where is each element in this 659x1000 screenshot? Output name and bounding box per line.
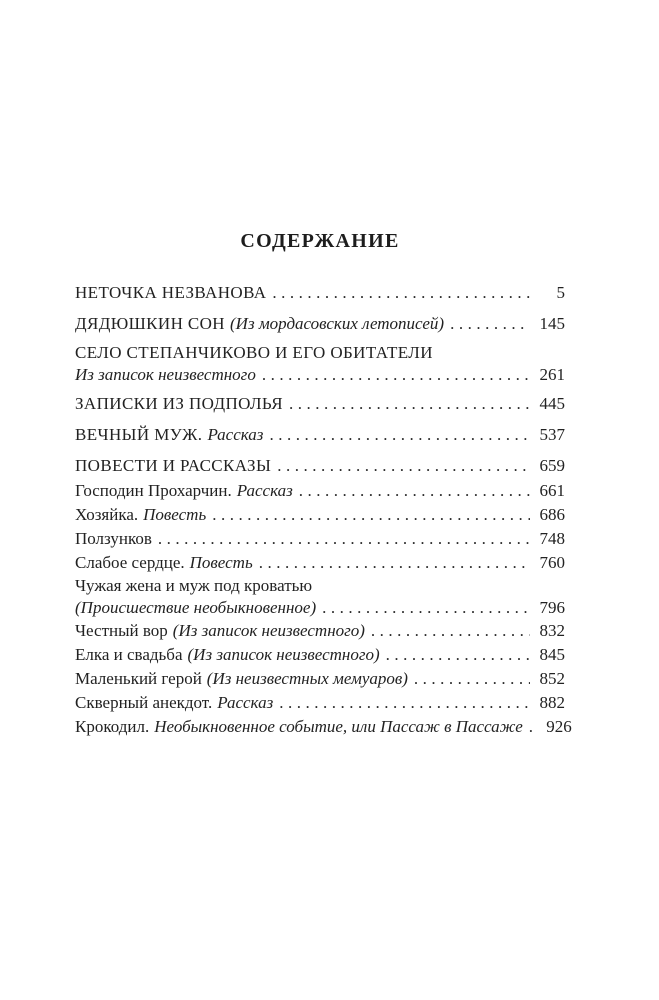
dot-leader xyxy=(158,527,530,551)
toc-entry-title: Слабое сердце. xyxy=(75,553,185,572)
dot-leader xyxy=(299,479,530,503)
toc-entry-row xyxy=(75,643,565,667)
toc-entry-row xyxy=(75,280,565,306)
toc-entry xyxy=(75,391,565,417)
toc-entry-row xyxy=(75,479,565,503)
toc-entry-row xyxy=(75,691,565,715)
dot-leader xyxy=(322,597,530,619)
toc-entry-page: 796 xyxy=(539,598,565,617)
dot-leader xyxy=(212,503,530,527)
page-title: СОДЕРЖАНИЕ xyxy=(240,230,400,252)
toc-entry-page: 845 xyxy=(539,645,565,664)
toc-entry-page: 760 xyxy=(539,553,565,572)
toc-entry-row xyxy=(75,575,565,597)
toc-entry-title: Маленький герой xyxy=(75,669,202,688)
toc-entry-subtitle: (Из записок неизвестного) xyxy=(172,621,365,640)
toc-entry-page: 659 xyxy=(539,456,565,475)
toc-entry-subtitle: Рассказ xyxy=(207,425,264,444)
toc-entry xyxy=(75,691,565,715)
toc-entry-row xyxy=(75,667,565,691)
toc-entry-title: Ползунков xyxy=(75,529,152,548)
table-of-contents xyxy=(75,280,572,739)
toc-entry-title: СЕЛО СТЕПАНЧИКОВО И ЕГО ОБИТАТЕЛИ xyxy=(75,343,433,362)
toc-entry xyxy=(75,667,565,691)
toc-entry xyxy=(75,527,565,551)
toc-entry xyxy=(75,643,565,667)
toc-entry-page: 832 xyxy=(539,621,565,640)
toc-entry-page: 5 xyxy=(556,283,565,302)
toc-entry-page: 926 xyxy=(546,717,572,736)
toc-entry-row xyxy=(75,619,565,643)
toc-entry-page: 445 xyxy=(539,394,565,413)
dot-leader xyxy=(450,311,530,337)
toc-entry-title: ВЕЧНЫЙ МУЖ. xyxy=(75,425,203,444)
toc-entry-row xyxy=(75,391,565,417)
dot-leader xyxy=(277,453,530,479)
toc-entry xyxy=(75,422,565,448)
toc-entry-title: ПОВЕСТИ И РАССКАЗЫ xyxy=(75,456,272,475)
toc-entry-page: 852 xyxy=(539,669,565,688)
dot-leader xyxy=(371,619,530,643)
toc-entry-row xyxy=(75,311,565,337)
toc-entry-page: 261 xyxy=(539,365,565,384)
toc-entry xyxy=(75,453,565,479)
toc-entry xyxy=(75,280,565,306)
toc-entry-subtitle: Повесть xyxy=(189,553,253,572)
toc-entry-row xyxy=(75,503,565,527)
toc-entry xyxy=(75,575,565,619)
toc-content xyxy=(75,228,572,739)
toc-entry-page: 882 xyxy=(539,693,565,712)
toc-entry-title: ЗАПИСКИ ИЗ ПОДПОЛЬЯ xyxy=(75,394,283,413)
toc-entry xyxy=(75,342,565,386)
toc-entry-subtitle: Рассказ xyxy=(236,481,293,500)
dot-leader xyxy=(262,364,530,386)
toc-entry-subtitle: Из записок неизвестного xyxy=(75,365,256,384)
dot-leader xyxy=(529,715,537,739)
toc-entry-subtitle: (Происшествие необыкновенное) xyxy=(75,598,317,617)
toc-entry-page: 661 xyxy=(539,481,565,500)
toc-entry-row xyxy=(75,364,565,386)
toc-entry-row xyxy=(75,453,565,479)
toc-entry-subtitle: Необыкновенное событие, или Пассаж в Пассаже xyxy=(154,717,523,736)
toc-entry xyxy=(75,551,565,575)
toc-entry-title: Честный вор xyxy=(75,621,168,640)
toc-entry xyxy=(75,503,565,527)
toc-entry-row xyxy=(75,342,565,364)
dot-leader xyxy=(259,551,530,575)
toc-entry-title: Крокодил. xyxy=(75,717,150,736)
toc-entry-title: Господин Прохарчин. xyxy=(75,481,232,500)
toc-entry-title: НЕТОЧКА НЕЗВАНОВА xyxy=(75,283,267,302)
toc-entry-subtitle: (Из неизвестных мемуаров) xyxy=(206,669,408,688)
toc-entry-page: 145 xyxy=(539,314,565,333)
toc-entry-subtitle: Рассказ xyxy=(217,693,274,712)
toc-entry-row xyxy=(75,597,565,619)
toc-entry-title: Елка и свадьба xyxy=(75,645,183,664)
toc-entry-row xyxy=(75,422,565,448)
toc-entry-row xyxy=(75,551,565,575)
dot-leader xyxy=(289,391,530,417)
toc-entry-row xyxy=(75,527,565,551)
toc-entry-title: Скверный анекдот. xyxy=(75,693,213,712)
toc-entry-subtitle: (Из записок неизвестного) xyxy=(187,645,380,664)
toc-entry-title: Чужая жена и муж под кроватью xyxy=(75,576,313,595)
toc-entry-page: 748 xyxy=(539,529,565,548)
dot-leader xyxy=(414,667,530,691)
toc-entry-row xyxy=(75,715,572,739)
dot-leader xyxy=(386,643,530,667)
toc-entry-subtitle: (Из мордасовских летописей) xyxy=(230,314,445,333)
dot-leader xyxy=(279,691,530,715)
toc-entry xyxy=(75,619,565,643)
toc-entry xyxy=(75,715,572,739)
toc-entry-page: 686 xyxy=(539,505,565,524)
dot-leader xyxy=(272,280,530,306)
toc-entry-page: 537 xyxy=(539,425,565,444)
toc-entry-subtitle: Повесть xyxy=(143,505,207,524)
toc-entry-title: ДЯДЮШКИН СОН xyxy=(75,314,225,333)
dot-leader xyxy=(269,422,530,448)
toc-entry xyxy=(75,311,565,337)
toc-entry-title: Хозяйка. xyxy=(75,505,139,524)
toc-entry xyxy=(75,479,565,503)
